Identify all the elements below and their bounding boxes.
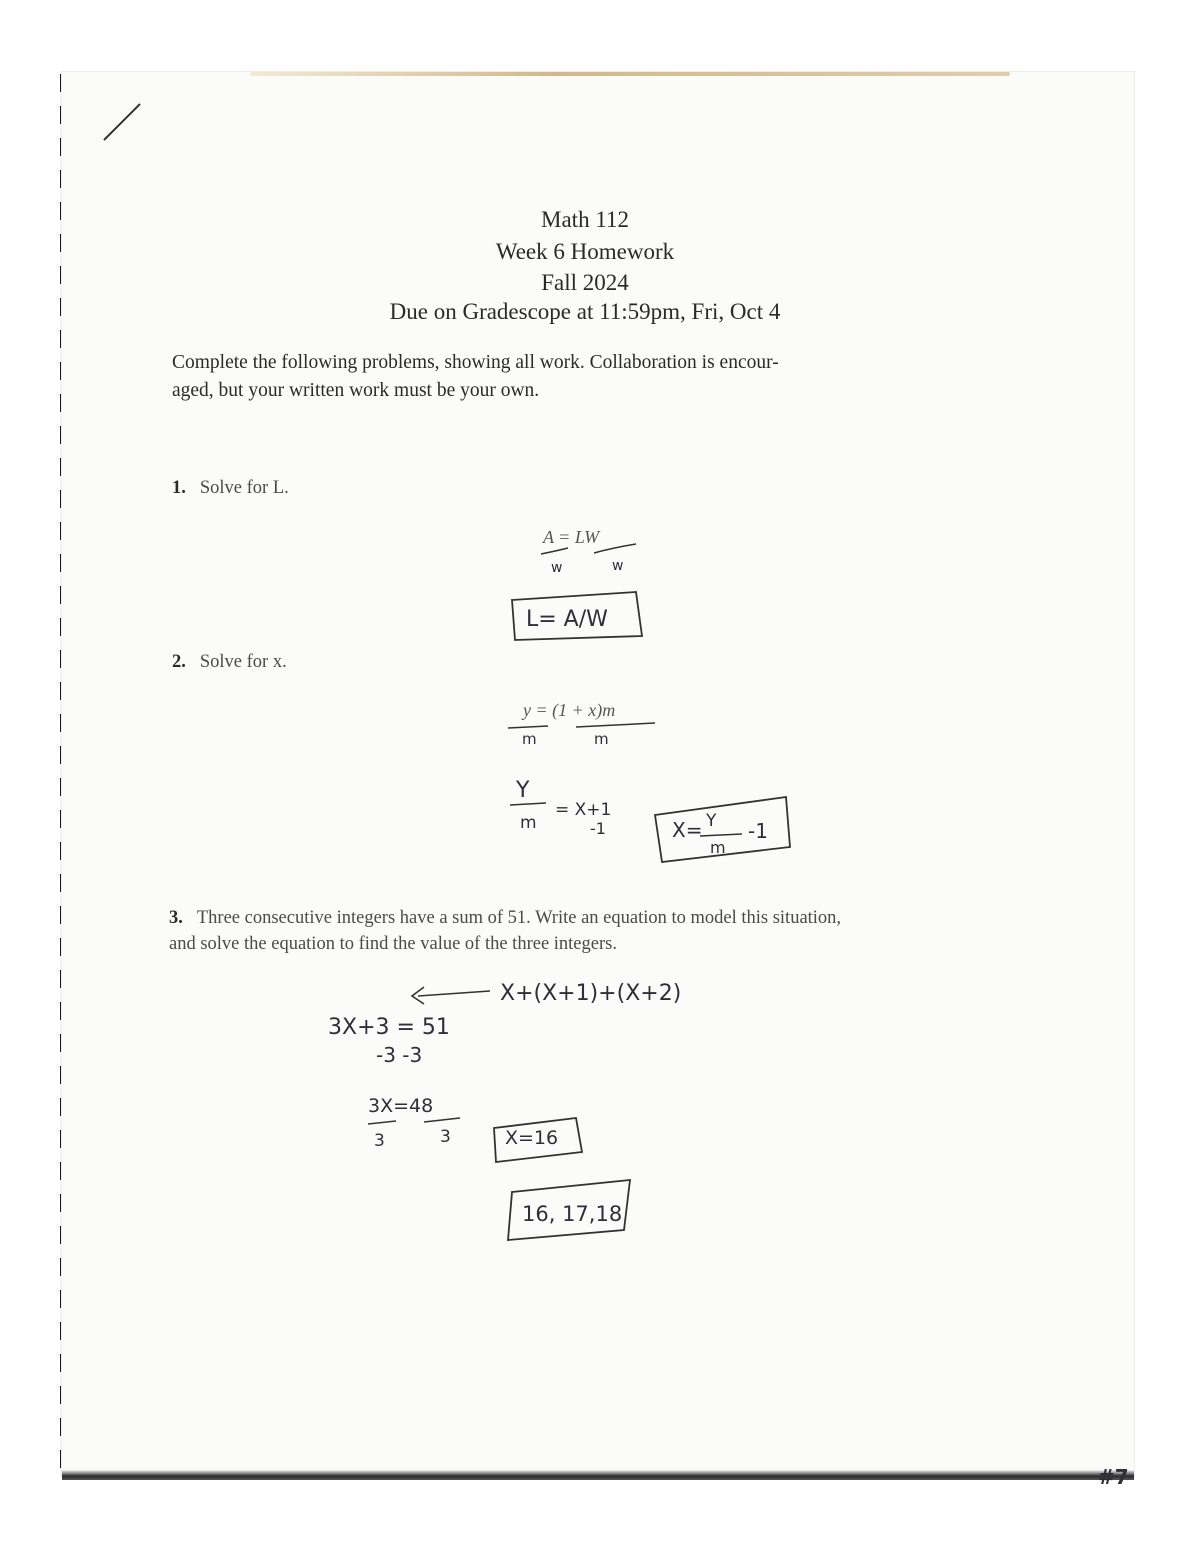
p3-answer-integers: 16, 17,18 xyxy=(522,1202,623,1226)
p2-divisor-right: m xyxy=(594,730,609,748)
p2-answer-m: m xyxy=(710,838,726,857)
problem-2-text: Solve for x. xyxy=(199,652,287,672)
due-date: Due on Gradescope at 11:59pm, Fri, Oct 4 xyxy=(389,299,781,324)
problem-2-equation: y = (1 + x)m xyxy=(523,700,616,720)
p3-sum-expression: X+(X+1)+(X+2) xyxy=(500,981,682,1006)
term: Fall 2024 xyxy=(541,270,629,295)
course-title: Math 112 xyxy=(541,207,629,232)
p1-answer: L= A/W xyxy=(526,607,608,632)
problem-3-text-line-1: Three consecutive integers have a sum of 51. Write an equation to model this situation, xyxy=(196,908,842,928)
p2-answer-minus: -1 xyxy=(748,819,768,843)
p2-y: Y xyxy=(516,778,530,803)
p3-equation-1-subtract: -3 -3 xyxy=(376,1043,423,1067)
instructions-line-1: Complete the following problems, showing all work. Collaboration is encour- xyxy=(172,352,779,373)
p3-answer-x: X=16 xyxy=(505,1127,559,1149)
p2-rhs: = X+1 xyxy=(555,800,612,820)
problem-1 xyxy=(172,478,289,499)
page-corner-mark: #7 xyxy=(1098,1465,1129,1489)
problem-2 xyxy=(172,652,287,673)
problem-2-number: 2. xyxy=(172,652,186,672)
p3-equation-1: 3X+3 = 51 xyxy=(328,1015,450,1040)
p2-answer-y: Y xyxy=(706,811,717,831)
problem-1-equation: A = LW xyxy=(543,527,600,547)
problem-1-text: Solve for L. xyxy=(199,478,289,498)
instructions-line-2: aged, but your written work must be your own. xyxy=(172,380,540,401)
problem-3-number: 3. xyxy=(169,908,183,928)
paper-bottom-edge xyxy=(62,1470,1134,1480)
p3-divisor-right: 3 xyxy=(440,1127,451,1147)
problem-3-text-line-2: and solve the equation to find the value of the three integers. xyxy=(169,934,617,954)
p2-minus-one: -1 xyxy=(590,819,606,838)
p2-answer-x: X= xyxy=(672,818,703,842)
problem-1-number: 1. xyxy=(172,478,186,498)
problem-3 xyxy=(169,908,841,929)
p2-m: m xyxy=(520,813,537,833)
paper-top-edge xyxy=(250,72,1010,76)
p3-divisor-left: 3 xyxy=(374,1131,385,1151)
p1-divisor-right: w xyxy=(612,558,624,574)
assignment-title: Week 6 Homework xyxy=(495,239,675,264)
p2-divisor-left: m xyxy=(522,730,537,748)
p1-divisor-left: w xyxy=(551,560,563,576)
p3-equation-2: 3X=48 xyxy=(368,1095,434,1117)
